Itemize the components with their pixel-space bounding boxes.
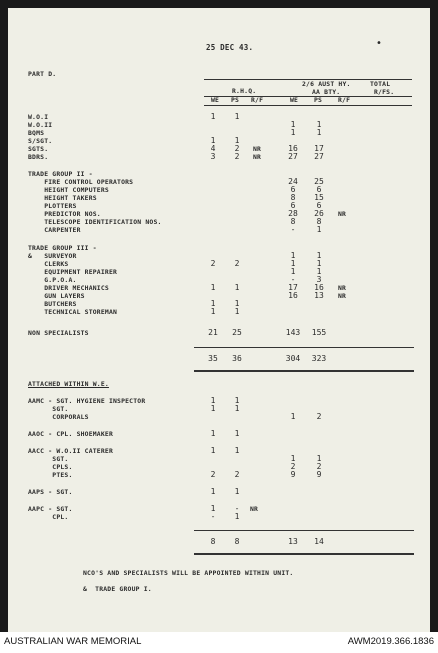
document-page [8, 8, 430, 632]
row-label: BDRS. [28, 153, 49, 161]
cell-ps: 1 [316, 120, 322, 129]
total-ps: 14 [314, 537, 324, 546]
cell-we: 24 [288, 177, 298, 186]
total-we: 304 [285, 354, 301, 363]
footer-institution: AUSTRALIAN WAR MEMORIAL [4, 636, 142, 647]
ink-mark: • [376, 38, 382, 49]
cell-we: 1 [210, 112, 216, 121]
row-label: NON SPECIALISTS [28, 329, 89, 337]
cell-we: 1 [210, 429, 216, 438]
row-label: GUN LAYERS [28, 292, 85, 300]
cell-we: 16 [288, 144, 298, 153]
cell-ps: 1 [234, 446, 240, 455]
note-line-1: NCO'S AND SPECIALISTS WILL BE APPOINTED WITHIN UNIT. [83, 569, 294, 577]
cell-we: 6 [290, 201, 296, 210]
total-we: 8 [210, 537, 216, 546]
cell-rf: NR [250, 505, 259, 513]
total-ps: 8 [234, 537, 240, 546]
row-label: W.O.II [28, 121, 53, 129]
row-label: CARPENTER [28, 226, 81, 234]
total-rule-bottom [194, 370, 414, 372]
cell-ps: 1 [316, 454, 322, 463]
group-heading: TRADE GROUP III - [28, 244, 97, 252]
cell-ps: 17 [314, 144, 324, 153]
archive-footer [0, 632, 438, 653]
row-label: TELESCOPE IDENTIFICATION NOS. [28, 218, 162, 226]
cell-we: - [290, 225, 296, 234]
row-label: CLERKS [28, 260, 69, 268]
row-label: HEIGHT COMPUTERS [28, 186, 109, 194]
cell-ps: 1 [316, 251, 322, 260]
cell-we: 1 [210, 283, 216, 292]
cell-ps: 1 [234, 487, 240, 496]
attached-heading: ATTACHED WITHIN W.E. [28, 380, 109, 388]
total-ps: 323 [311, 354, 327, 363]
total-we: 35 [208, 354, 218, 363]
cell-ps: 27 [314, 152, 324, 161]
cell-ps: 1 [234, 136, 240, 145]
cell-ps: 2 [234, 144, 240, 153]
row-label: PREDICTOR NOS. [28, 210, 101, 218]
row-label: AAMC - SGT. HYGIENE INSPECTOR [28, 397, 146, 405]
cell-ps: 155 [311, 328, 327, 337]
row-label: AAPC - SGT. [28, 505, 73, 513]
cell-ps: 2 [234, 470, 240, 479]
row-label: SGT. [28, 455, 69, 463]
cell-ps: 9 [316, 470, 322, 479]
cell-we: 143 [285, 328, 301, 337]
header-ps-1: PS [231, 96, 240, 104]
header-total: TOTAL [370, 80, 391, 88]
header-rf-1: R/F [251, 96, 264, 104]
cell-we: 2 [210, 259, 216, 268]
row-label: AAPS - SGT. [28, 488, 73, 496]
cell-we: 1 [290, 128, 296, 137]
cell-ps: 25 [232, 328, 242, 337]
cell-we: 1 [210, 396, 216, 405]
cell-we: 8 [290, 217, 296, 226]
row-label: AACC - W.O.II CATERER [28, 447, 113, 455]
row-label: SGT. [28, 405, 69, 413]
cell-we: 1 [210, 504, 216, 513]
cell-we: - [210, 512, 216, 521]
cell-we: 16 [288, 291, 298, 300]
cell-we: 2 [290, 462, 296, 471]
total-rule-top [194, 347, 414, 348]
cell-ps: 2 [316, 462, 322, 471]
cell-ps: 1 [234, 283, 240, 292]
header-we-2: WE [290, 96, 299, 104]
cell-we: 1 [210, 487, 216, 496]
cell-ps: 6 [316, 201, 322, 210]
cell-we: 1 [290, 120, 296, 129]
row-label: DRIVER MECHANICS [28, 284, 109, 292]
cell-we: 9 [290, 470, 296, 479]
cell-we: 1 [210, 404, 216, 413]
cell-ps: 2 [234, 259, 240, 268]
cell-ps: 1 [234, 396, 240, 405]
header-rfs: R/FS. [374, 88, 395, 96]
cell-ps: 1 [234, 404, 240, 413]
row-label: S/SGT. [28, 137, 53, 145]
cell-rf: NR [253, 145, 262, 153]
cell-we: 1 [290, 412, 296, 421]
row-label: BQMS [28, 129, 45, 137]
cell-ps: 26 [314, 209, 324, 218]
cell-we: 6 [290, 185, 296, 194]
row-label: W.O.I [28, 113, 49, 121]
cell-we: 1 [210, 446, 216, 455]
cell-rf: NR [338, 292, 347, 300]
cell-we: 3 [210, 152, 216, 161]
row-label: SGTS. [28, 145, 49, 153]
cell-ps: 25 [314, 177, 324, 186]
row-label: FIRE CONTROL OPERATORS [28, 178, 134, 186]
header-rule-bottom [204, 105, 412, 106]
cell-ps: 1 [316, 225, 322, 234]
cell-ps: 1 [234, 307, 240, 316]
cell-ps: 3 [316, 275, 322, 284]
cell-we: 1 [290, 259, 296, 268]
row-label: PTES. [28, 471, 73, 479]
cell-ps: 2 [316, 412, 322, 421]
cell-we: 1 [290, 267, 296, 276]
row-label: G.P.O.A. [28, 276, 77, 284]
cell-we: 1 [210, 299, 216, 308]
cell-we: 4 [210, 144, 216, 153]
cell-we: 17 [288, 283, 298, 292]
row-label: & SURVEYOR [28, 252, 77, 260]
header-bty-1: 2/6 AUST HY. [302, 80, 351, 88]
cell-we: 1 [290, 454, 296, 463]
document-date: 25 DEC 43. [206, 43, 254, 52]
part-heading: PART D. [28, 70, 57, 78]
header-bty-2: AA BTY. [312, 88, 341, 96]
cell-we: 1 [210, 307, 216, 316]
cell-ps: 8 [316, 217, 322, 226]
header-we-1: WE [211, 96, 220, 104]
cell-ps: 1 [316, 259, 322, 268]
cell-ps: 1 [316, 128, 322, 137]
total2-rule-top [194, 530, 414, 531]
row-label: CPLS. [28, 463, 73, 471]
total-ps: 36 [232, 354, 242, 363]
cell-we: 21 [208, 328, 218, 337]
cell-we: 8 [290, 193, 296, 202]
cell-ps: 6 [316, 185, 322, 194]
cell-ps: 16 [314, 283, 324, 292]
cell-rf: NR [253, 153, 262, 161]
cell-we: 1 [290, 251, 296, 260]
cell-we: 27 [288, 152, 298, 161]
row-label: CORPORALS [28, 413, 89, 421]
row-label: HEIGHT TAKERS [28, 194, 97, 202]
row-label: EQUIPMENT REPAIRER [28, 268, 118, 276]
cell-rf: NR [338, 210, 347, 218]
total-we: 13 [288, 537, 298, 546]
cell-we: - [290, 275, 296, 284]
row-label: CPL. [28, 513, 69, 521]
footer-accession: AWM2019.366.1836 [347, 636, 434, 647]
header-ps-2: PS [314, 96, 323, 104]
cell-ps: 1 [234, 112, 240, 121]
cell-ps: 1 [234, 299, 240, 308]
row-label: AAOC - CPL. SHOEMAKER [28, 430, 113, 438]
cell-ps: 1 [234, 512, 240, 521]
cell-ps: 2 [234, 152, 240, 161]
cell-ps: 1 [316, 267, 322, 276]
total2-rule-bottom [194, 553, 414, 555]
cell-we: 1 [210, 136, 216, 145]
cell-we: 28 [288, 209, 298, 218]
row-label: TECHNICAL STOREMAN [28, 308, 118, 316]
row-label: BUTCHERS [28, 300, 77, 308]
cell-ps: 13 [314, 291, 324, 300]
header-rf-2: R/F [338, 96, 351, 104]
cell-we: 2 [210, 470, 216, 479]
row-label: PLOTTERS [28, 202, 77, 210]
note-line-2: & TRADE GROUP I. [83, 585, 152, 593]
cell-rf: NR [338, 284, 347, 292]
cell-ps: - [234, 504, 240, 513]
header-rhq: R.H.Q. [232, 87, 257, 95]
cell-ps: 1 [234, 429, 240, 438]
group-heading: TRADE GROUP II - [28, 170, 93, 178]
cell-ps: 15 [314, 193, 324, 202]
